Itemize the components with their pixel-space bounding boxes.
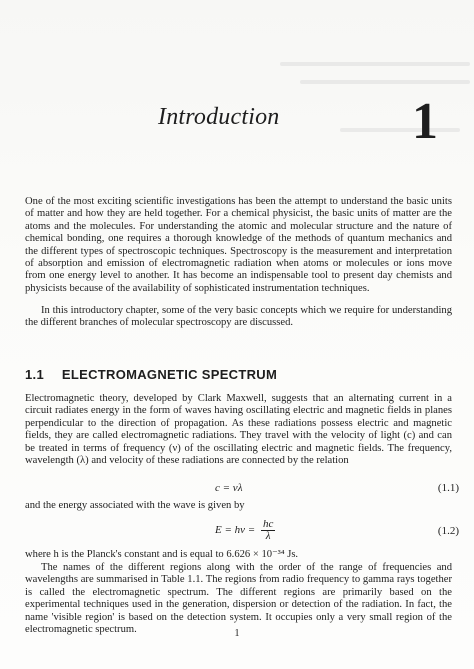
- fraction-numerator: hc: [262, 518, 274, 530]
- chapter-number: 1: [412, 93, 438, 150]
- bleed-through-line: [280, 62, 470, 66]
- section-paragraph: and the energy associated with the wave is given by: [25, 500, 245, 511]
- equation-number: (1.1): [437, 482, 459, 494]
- section-paragraph: where h is the Planck's constant and is equal to 6.626 × 10⁻³⁴ Js.: [25, 549, 299, 560]
- fraction-denominator: λ: [265, 530, 271, 542]
- intro-paragraph: One of the most exciting scientific investigations has been the attempt to understand the basic units of matter and how they are held together. For a chemical physicist, the basic units of matter are the atoms and the molecules. For understanding the atomic and molecular structure and the nature of chemical bonding, one requires a thorough knowledge of the methods of quantum mechanics and the different types of spectroscopic techniques. Spectroscopy is the measurement and interpretation of absorption and emission of electromagnetic radiation when atoms or molecules or ions move from one energy level to another. It has become an indispensable tool to present day chemists and physicists because of the availability of sophisticated instrumentation techniques.: [25, 196, 452, 294]
- equation-fraction: [261, 519, 275, 542]
- section-paragraph: Electromagnetic theory, developed by Clark Maxwell, suggests that an alternating current in a circuit radiates energy in the form of waves having oscillating electric and magnetic fields in planes perpendicular to the direction of propagation. As these radiations possess electric and magnetic fields, they are called electromagnetic radiations. They travel with the velocity of light (c) and can be treated in terms of frequency (ν) of the oscillating electric and magnetic fields. The frequency, wavelength (λ) and velocity of these radiations are connected by the relation: [25, 393, 452, 467]
- section-title: ELECTROMAGNETIC SPECTRUM: [61, 367, 278, 382]
- chapter-header: [0, 93, 474, 158]
- intro-paragraph: In this introductory chapter, some of the very basic concepts which we require for understanding the different branches of molecular spectroscopy are discussed.: [25, 305, 452, 329]
- equation-expression: [215, 519, 275, 542]
- equation-1-2: [25, 519, 459, 545]
- equation-expression: c = νλ: [215, 482, 243, 494]
- section-heading: [25, 367, 277, 382]
- equation-1-1: [25, 482, 459, 498]
- section-paragraph: The names of the different regions along with the order of the range of frequencies and wavelengths are summarised in Table 1.1. The regions from radio frequency to gamma rays together is called the electromagnetic spectrum. The different regions are primarily based on the experimental techniques used in the generation, dispersion or detection of the radiation. In fact, the name 'visible region' is based on the detection system. It occupies only a very small region of the electromagnetic spectrum.: [25, 562, 452, 636]
- chapter-title: Introduction: [158, 104, 280, 130]
- page-number: 1: [234, 628, 240, 639]
- bleed-through-line: [300, 80, 470, 84]
- section-number: 1.1: [25, 367, 44, 382]
- equation-lhs: E = hν =: [215, 524, 256, 537]
- equation-number: (1.2): [437, 525, 459, 537]
